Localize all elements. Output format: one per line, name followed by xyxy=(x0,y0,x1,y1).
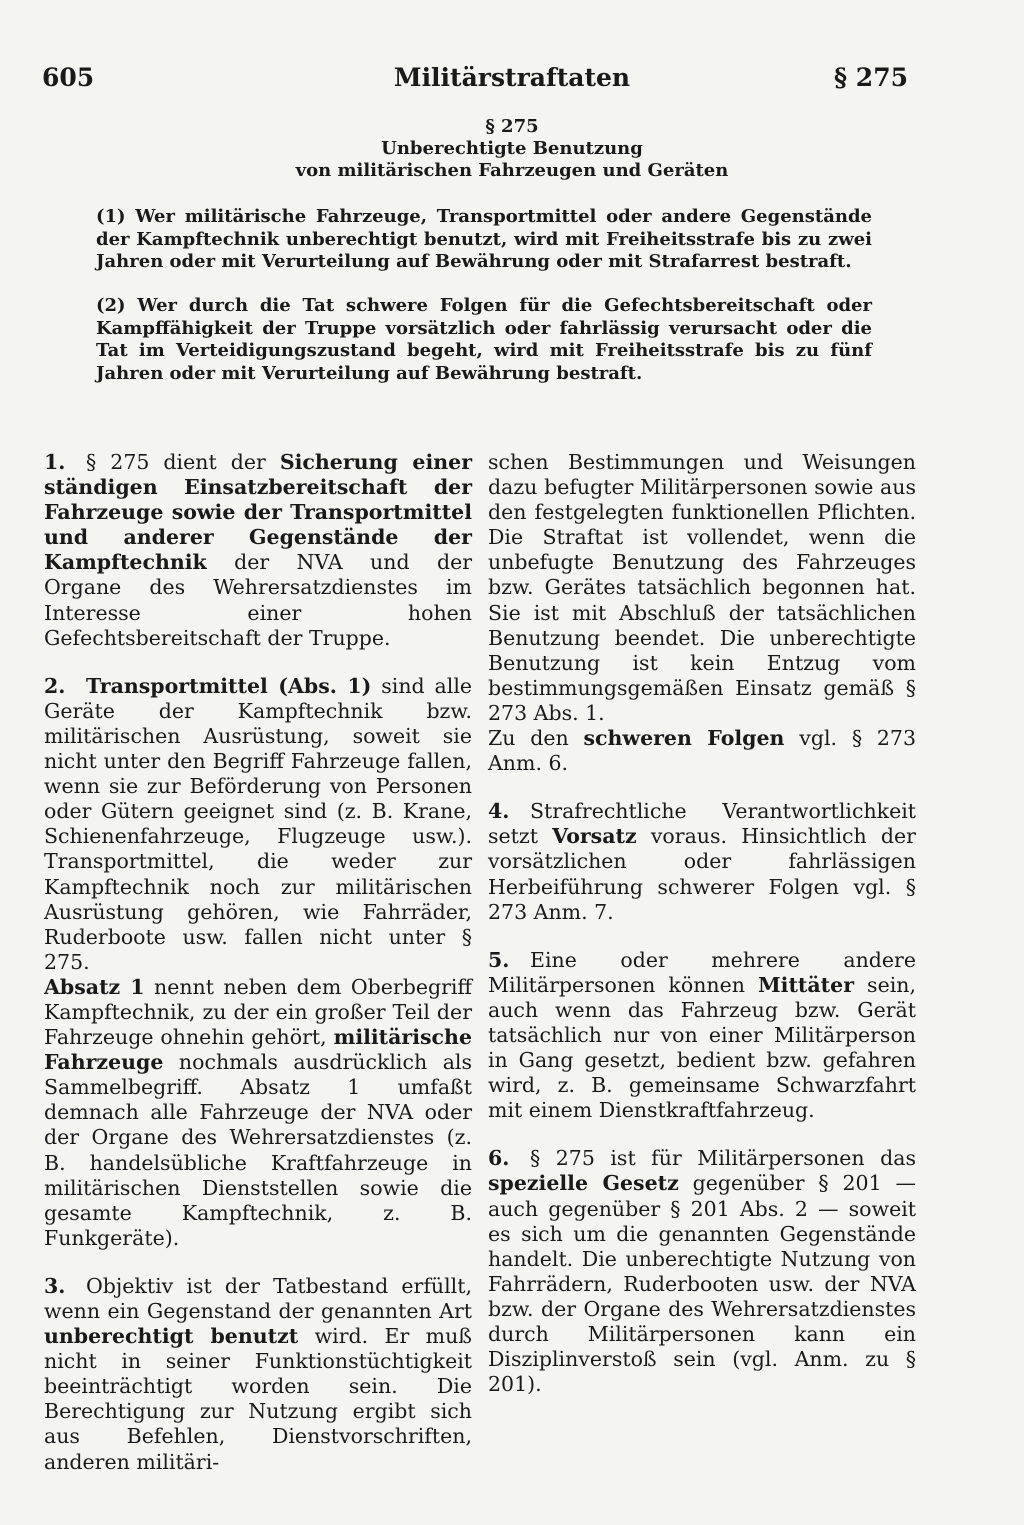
note-number: 4. xyxy=(488,799,510,824)
note-2-continued xyxy=(44,975,472,1251)
law-heading xyxy=(0,116,1024,182)
note-text: der NVA und der Organe des Wehrersatzdienstes im Interesse einer hohen Gefechtsbereitschaft der Truppe. xyxy=(44,550,472,650)
note-text: Objektiv ist der Tatbestand erfüllt, wenn ein Gegenstand der genannten Art xyxy=(44,1273,472,1323)
note-text: § 275 ist für Militärpersonen das xyxy=(530,1146,916,1171)
note-3-reference xyxy=(488,726,916,776)
note-text: sein, auch wenn das Fahrzeug bzw. Gerät tatsächlich nur von einer Militärperson in Gang gesetzt, bedient bzw. gefahren wird, z. B. gemeinsame Schwarzfahrt mit einem Dienstkraftfahrzeug. xyxy=(488,972,916,1123)
note-text: gegenüber § 201 — auch gegenüber § 201 Abs. 2 — soweit es sich um die genannten Gegenstände handelt. Die unberechtigte Nutzung von Fahrrädern, Ruderbooten usw. der NVA bzw. der Organe des Wehrersatzdienstes durch Militärpersonen kann ein Disziplinverstoß sein (vgl. Anm. zu § 201). xyxy=(488,1171,916,1397)
note-emphasis: Transportmittel (Abs. 1) xyxy=(86,673,372,698)
law-title-line1: Unberechtigte Benutzung xyxy=(381,138,643,159)
note-emphasis: spezielle Gesetz xyxy=(488,1171,679,1196)
note-text: nennt neben dem Oberbegriff Kampftechnik, zu der ein großer Teil der Fahrzeuge ohnehin gehört, xyxy=(44,974,472,1050)
note-emphasis: unberechtigt benutzt xyxy=(44,1324,299,1349)
note-emphasis: Vorsatz xyxy=(552,824,637,849)
note-6 xyxy=(488,1146,916,1397)
law-section-number: § 275 xyxy=(485,116,539,137)
law-paragraph-2: (2) Wer durch die Tat schwere Folgen für die Gefechtsbereitschaft oder Kampffähigkeit der Truppe vorsätzlich oder fahrlässig verursacht oder die Tat im Verteidigungszustand begeht, wird mit Freiheitsstrafe bis zu fünf Jahren oder mit Verurteilung auf Bewährung bestraft. xyxy=(96,295,872,384)
note-text: nochmals ausdrücklich als Sammelbegriff. Absatz 1 umfaßt demnach alle Fahrzeuge der NVA oder der Organe des Wehrersatzdienstes (z. B. handelsübliche Kraftfahrzeuge in militärischen Dienststellen sowie die gesamte Kampftechnik, z. B. Funkgeräte). xyxy=(44,1050,472,1250)
note-emphasis: Absatz 1 xyxy=(44,974,145,999)
note-text: Zu den xyxy=(488,726,584,751)
note-2 xyxy=(44,674,472,975)
note-text: wird. Er muß nicht in seiner Funktionstüchtigkeit beeinträchtigt worden sein. Die Berechtigung zur Nutzung ergibt sich aus Befehlen, Dienstvorschriften, anderen militäri- xyxy=(44,1324,472,1474)
note-text: § 275 dient der xyxy=(86,450,280,474)
page-number: 605 xyxy=(42,63,95,92)
note-3-continued: schen Bestimmungen und Weisungen dazu befugter Militärpersonen sowie aus den festgelegten funktionellen Pflichten. Die Straftat ist vollendet, wenn die unbefugte Benutzung des Fahrzeuges bzw. Gerätes tatsächlich begonnen hat. Sie ist mit Abschluß der tatsächlichen Benutzung beendet. Die unberechtigte Benutzung ist kein Entzug vom bestimmungsgemäßen Einsatz gemäß § 273 Abs. 1. xyxy=(488,450,916,725)
note-number: 6. xyxy=(488,1146,510,1171)
law-paragraph-1: (1) Wer militärische Fahrzeuge, Transportmittel oder andere Gegenstände der Kampftechnik unberechtigt benutzt, wird mit Freiheitsstrafe bis zu zwei Jahren oder mit Verurteilung auf Bewährung oder mit Strafarrest bestraft. xyxy=(96,206,872,272)
note-4 xyxy=(488,799,916,924)
note-3 xyxy=(44,1274,472,1475)
note-emphasis: Sicherung einer ständigen Einsatzbereitschaft der Fahrzeuge sowie der Transportmittel und anderer Gegenstände der Kampftechnik xyxy=(44,450,473,575)
note-5 xyxy=(488,948,916,1124)
note-text: Strafrechtliche Verantwortlichkeit setzt xyxy=(488,799,916,849)
note-number: 2. xyxy=(44,673,66,698)
note-number: 3. xyxy=(44,1273,66,1298)
running-title: Militärstraftaten xyxy=(393,63,631,92)
running-section: § 275 xyxy=(834,63,908,92)
note-1 xyxy=(44,450,472,651)
note-emphasis: militärische Fahrzeuge xyxy=(44,1025,472,1075)
note-emphasis: schweren Folgen xyxy=(583,726,785,751)
law-title-line2: von militärischen Fahrzeugen und Geräten xyxy=(295,160,729,181)
note-number: 5. xyxy=(488,947,510,972)
note-number: 1. xyxy=(44,450,66,474)
note-text: sind alle Geräte der Kampftechnik bzw. militärischen Ausrüstung, soweit sie nicht unter den Begriff Fahrzeuge fallen, wenn sie zur Beförderung von Personen oder Gütern geeignet sind (z. B. Krane, Schienenfahrzeuge, Flugzeuge usw.). Transportmittel, die weder zur Kampftechnik noch zur militärischen Ausrüstung gehören, wie Fahrräder, Ruderboote usw. fallen nicht unter § 275. xyxy=(44,673,473,974)
note-emphasis: Mittäter xyxy=(757,972,854,997)
commentary-column-right xyxy=(488,450,916,1397)
note-text: voraus. Hinsichtlich der vorsätzlichen oder fahrlässigen Herbeiführung schwerer Folgen vgl. § 273 Anm. 7. xyxy=(488,824,916,924)
note-text: Eine oder mehrere andere Militärpersonen können xyxy=(488,947,916,997)
commentary-column-left xyxy=(44,450,472,1475)
note-text: vgl. § 273 Anm. 6. xyxy=(488,726,917,776)
